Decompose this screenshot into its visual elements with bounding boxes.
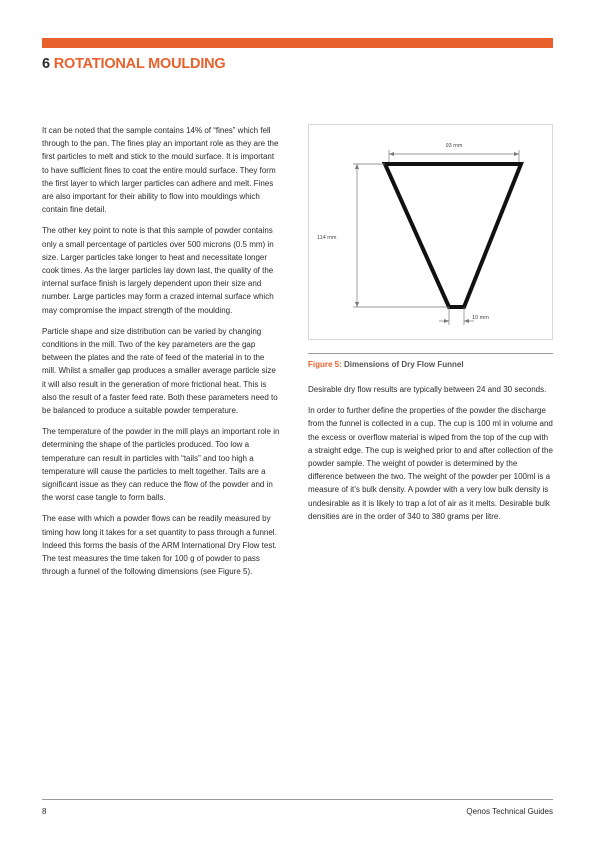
body-paragraph: It can be noted that the sample contains 14% of “fines” which fell through to the pan. The fines play an important role as they are the first particles to melt and stick to the mould surface. It is important to have sufficient fines to coat the entire mould surface. They form the first layer to which larger particles can adhere and melt. Fines are also important for their ability to flow into mouldings which contain fine detail.	[42, 126, 279, 215]
left-column	[42, 124, 280, 587]
arrowhead	[389, 152, 394, 156]
caption-rule	[308, 353, 553, 354]
funnel-diagram	[309, 125, 554, 341]
header-accent-bar	[42, 38, 553, 48]
arrowhead	[514, 152, 519, 156]
figure-label: Figure 5:	[308, 360, 342, 369]
body-paragraph: In order to further define the properties of the powder the discharge from the funnel is collected in a cup. The cup is 100 ml in volume and the excess or overflow material is wiped from the top of the cup with a straight edge. The cup is weighed prior to and after collection of the powder sample. The weight of powder is determined by the difference between the two. The weight of the powder per 100ml is a measure of it’s bulk density. A powder with a very low bulk density is undesirable as it is likely to trap a lot of air as it melts. Desirable bulk densities are in the order of 340 to 380 grams per litre.	[308, 406, 553, 521]
body-paragraph: The other key point to note is that this sample of powder contains only a small percentage of particles over 500 microns (0.5 mm) in size. Larger particles take longer to heat and necessitate longer cook times. As the larger particles lay down last, the quality of the internal surface finish is largely dependent upon their size and number. Large particles may form a crazed internal surface which may compromise the impact strength of the moulding.	[42, 226, 274, 315]
dimension-label-height: 114 mm	[317, 235, 337, 241]
section-heading	[42, 56, 226, 72]
figure-caption	[308, 360, 553, 369]
funnel-outline	[385, 164, 521, 307]
body-paragraph: The ease with which a powder flows can be readily measured by timing how long it takes for a set quantity to pass through a funnel. Indeed this forms the basis of the ARM International Dry Flow test. The test measures the time taken for 100 g of powder to pass through a funnel of the following dimensions (see Figure 5).	[42, 514, 277, 577]
section-title: ROTATIONAL MOULDING	[53, 56, 226, 72]
footer-title: Qenos Technical Guides	[466, 807, 553, 816]
arrowhead	[355, 164, 359, 169]
body-paragraph: Desirable dry flow results are typically between 24 and 30 seconds.	[308, 385, 547, 394]
dimension-label-bottom: 10 mm	[472, 315, 489, 321]
figure-caption-text: Dimensions of Dry Flow Funnel	[344, 360, 464, 369]
body-paragraph: The temperature of the powder in the mill plays an important role in determining the shape of the particles produced. Too low a temperature can result in particles with “tails” and too high a temperature will cause the particles to melt together. Tails are a significant issue as they can reduce the flow of the powder and in the worst case tangle to form balls.	[42, 427, 280, 503]
body-paragraph: Particle shape and size distribution can be varied by changing conditions in the mill. Two of the key parameters are the gap between the plates and the rate of feed of the material in to the mill. Whilst a smaller gap produces a smaller average particle size it will also result in the generation of more frictional heat. This is also the result of a faster feed rate. Both these parameters need to be balanced to produce a suitable powder temperature.	[42, 326, 278, 416]
right-column	[308, 124, 553, 531]
section-number: 6	[42, 56, 50, 72]
dimension-label-top: 93 mm	[445, 143, 463, 149]
arrowhead	[355, 302, 359, 307]
arrowhead	[464, 319, 469, 323]
arrowhead	[444, 319, 449, 323]
funnel-figure	[308, 124, 553, 340]
footer-rule	[42, 799, 553, 800]
page-number: 8	[42, 807, 47, 816]
